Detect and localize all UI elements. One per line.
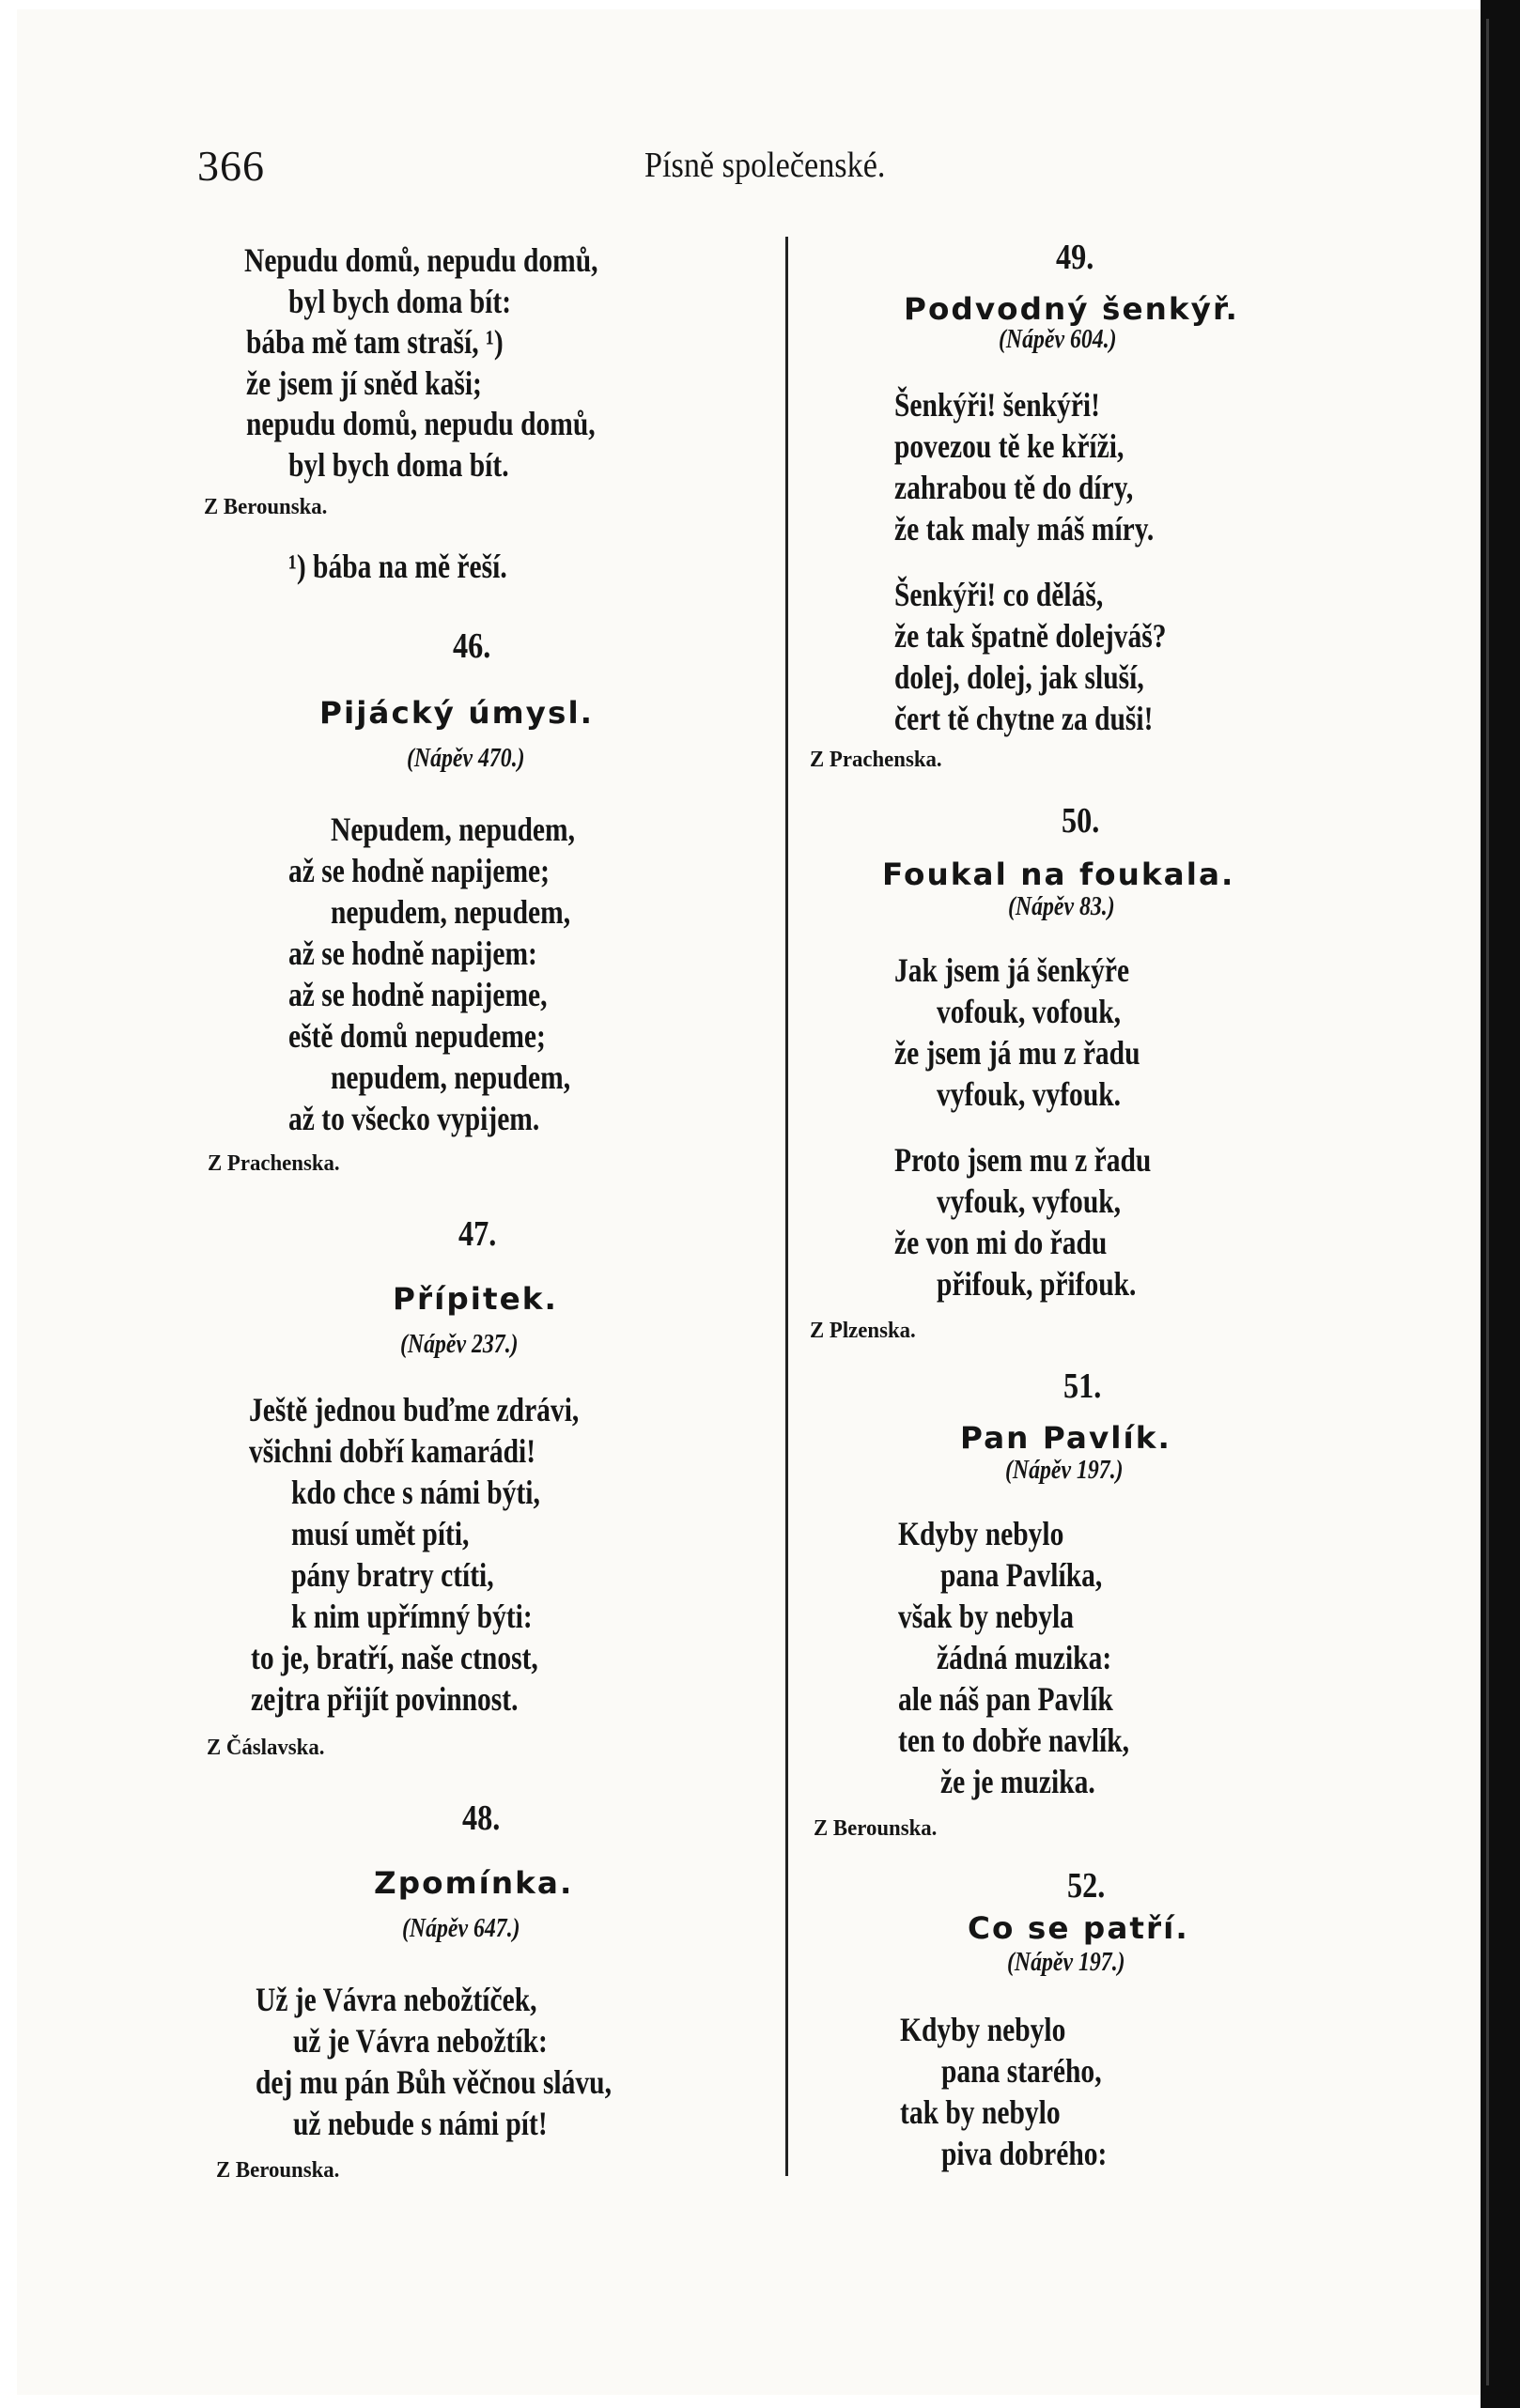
source-label: Z Prachenska.: [208, 1151, 340, 1176]
verse-line: až se hodně napijeme;: [288, 852, 550, 889]
verse-line: zahrabou tě do díry,: [894, 469, 1134, 506]
tune-reference: (Nápěv 197.): [1005, 1456, 1124, 1485]
verse-line: Jak jsem já šenkýře: [894, 951, 1130, 989]
song-title: Podvodný šenkýř.: [904, 291, 1239, 327]
verse-line: eště domů nepudeme;: [288, 1017, 546, 1055]
tune-reference: (Nápěv 470.): [407, 744, 525, 773]
source-label: Z Prachenska.: [810, 748, 942, 772]
verse-line: Nepudem, nepudem,: [331, 810, 575, 848]
verse-line: už je Vávra nebožtík:: [293, 2022, 548, 2060]
book-page: [17, 9, 1481, 2395]
verse-line: pana Pavlíka,: [940, 1556, 1103, 1594]
tune-reference: (Nápěv 197.): [1007, 1948, 1125, 1977]
song-number: 47.: [458, 1214, 497, 1254]
running-head: Písně společenské.: [644, 146, 886, 185]
tune-reference: (Nápěv 604.): [999, 325, 1117, 354]
song-number: 49.: [1056, 238, 1094, 277]
verse-line: že tak maly máš míry.: [894, 510, 1155, 548]
verse-line: bába mě tam straší, ¹): [246, 323, 504, 361]
verse-line: že je muzika.: [940, 1763, 1095, 1800]
verse-line: Proto jsem mu z řadu: [894, 1141, 1152, 1179]
verse-line: že jsem já mu z řadu: [894, 1034, 1140, 1072]
column-divider: [785, 237, 788, 2176]
song-title: Pan Pavlík.: [960, 1420, 1171, 1456]
verse-line: povezou tě ke kříži,: [894, 427, 1124, 465]
song-title: Zpomínka.: [374, 1865, 574, 1901]
source-label: Z Berounska.: [814, 1816, 938, 1841]
source-label: Z Čáslavska.: [207, 1736, 325, 1760]
verse-line: musí umět píti,: [291, 1515, 470, 1552]
verse-line: byl bych doma bít.: [288, 446, 509, 484]
verse-line: Šenkýři! šenkýři!: [894, 386, 1100, 424]
verse-line: to je, bratří, naše ctnost,: [251, 1639, 538, 1676]
verse-line: až to všecko vypijem.: [288, 1100, 540, 1137]
song-number: 48.: [462, 1798, 501, 1838]
verse-line: čert tě chytne za duši!: [894, 700, 1154, 737]
verse-line: vyfouk, vyfouk.: [937, 1075, 1122, 1113]
verse-line: ale náš pan Pavlík: [898, 1680, 1113, 1718]
verse-line: že jsem jí sněd kaši;: [246, 364, 482, 402]
verse-line: pány bratry ctíti,: [291, 1556, 494, 1594]
verse-line: pana starého,: [941, 2052, 1102, 2090]
verse-line: přifouk, přifouk.: [937, 1265, 1137, 1303]
verse-line: nepudu domů, nepudu domů,: [246, 405, 596, 442]
page-header: [197, 141, 921, 197]
page-number: 366: [197, 142, 265, 190]
verse-line: žádná muzika:: [937, 1639, 1112, 1676]
song-number: 46.: [453, 626, 491, 666]
song-number: 50.: [1062, 801, 1100, 841]
verse-line: ten to dobře navlík,: [898, 1721, 1130, 1759]
verse-line: k nim upřímný býti:: [291, 1598, 533, 1635]
song-title: Pijácký úmysl.: [319, 695, 595, 731]
song-number: 51.: [1063, 1366, 1102, 1406]
verse-line: Nepudu domů, nepudu domů,: [244, 241, 598, 279]
verse-line: nepudem, nepudem,: [331, 1058, 571, 1096]
verse-line: Šenkýři! co děláš,: [894, 576, 1104, 613]
verse-line: Už je Vávra nebožtíček,: [256, 1981, 537, 2018]
source-label: Z Berounska.: [216, 2158, 340, 2183]
verse-line: všichni dobří kamarádi!: [249, 1432, 536, 1470]
page-edge-line: [1486, 19, 1489, 2385]
verse-line: až se hodně napijeme,: [288, 976, 548, 1013]
verse-line: zejtra přijít povinnost.: [251, 1680, 519, 1718]
verse-line: že tak špatně dolejváš?: [894, 617, 1167, 655]
verse-line: Kdyby nebylo: [898, 1515, 1064, 1552]
tune-reference: (Nápěv 83.): [1008, 892, 1115, 921]
verse-line: byl bych doma bít:: [288, 283, 512, 320]
footnote: ¹) bába na mě řeší.: [288, 548, 507, 585]
verse-line: Kdyby nebylo: [900, 2011, 1066, 2048]
song-number: 52.: [1067, 1866, 1106, 1906]
verse-line: však by nebyla: [898, 1598, 1075, 1635]
source-label: Z Plzenska.: [810, 1319, 916, 1343]
verse-line: že von mi do řadu: [894, 1224, 1108, 1261]
verse-line: vofouk, vofouk,: [937, 993, 1122, 1030]
verse-line: už nebude s námi pít!: [293, 2105, 548, 2142]
song-title: Přípitek.: [393, 1281, 558, 1317]
verse-line: tak by nebylo: [900, 2093, 1061, 2131]
verse-line: Ještě jednou buďme zdrávi,: [249, 1391, 580, 1428]
source-label: Z Berounska.: [204, 495, 328, 519]
verse-line: kdo chce s námi býti,: [291, 1474, 540, 1511]
tune-reference: (Nápěv 237.): [400, 1330, 519, 1359]
song-title: Co se patří.: [968, 1910, 1189, 1946]
verse-line: vyfouk, vyfouk,: [937, 1182, 1122, 1220]
song-title: Foukal na foukala.: [882, 857, 1235, 892]
verse-line: dej mu pán Bůh věčnou slávu,: [256, 2063, 612, 2101]
verse-line: nepudem, nepudem,: [331, 893, 571, 931]
verse-line: dolej, dolej, jak sluší,: [894, 658, 1144, 696]
verse-line: piva dobrého:: [941, 2135, 1108, 2172]
verse-line: až se hodně napijem:: [288, 934, 537, 972]
tune-reference: (Nápěv 647.): [402, 1914, 520, 1943]
